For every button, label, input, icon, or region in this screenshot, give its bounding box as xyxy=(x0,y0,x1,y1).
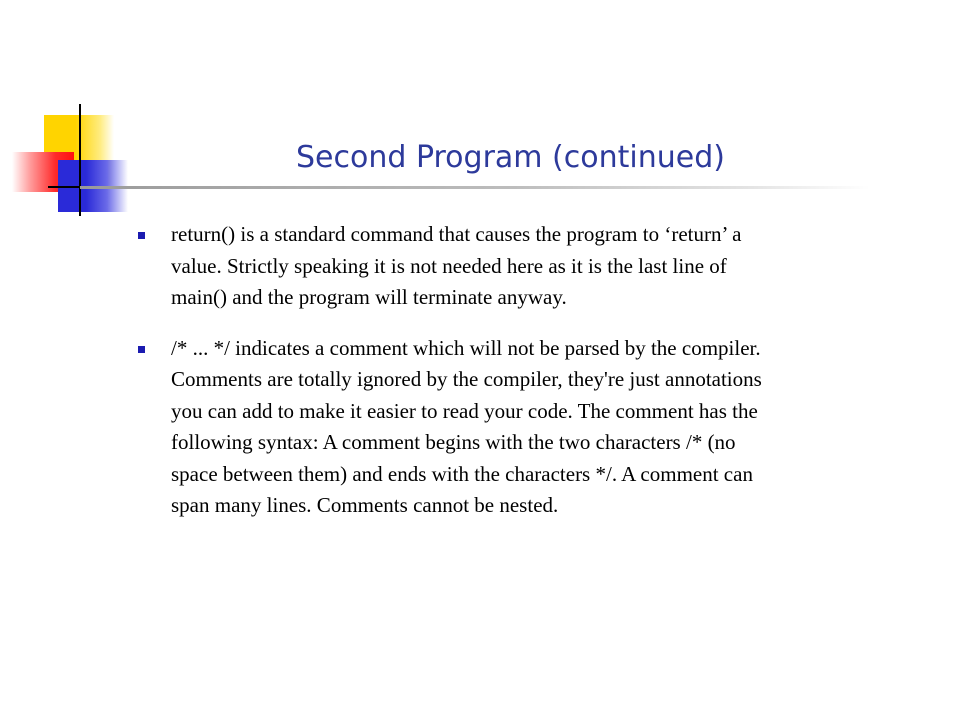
decorative-logo-icon xyxy=(0,0,200,230)
bullet-text: /* ... */ indicates a comment which will not be parsed by the compiler. Comments are totally ignored by the compiler, they're just annotations you can add to make it easier to read your code. The comment has the following syntax: A comment begins with the two characters /* (no space between them) and ends with the characters */. A comment can span many lines. Comments cannot be nested. xyxy=(171,335,762,517)
bullet-square-icon xyxy=(138,346,145,353)
title-rule-divider xyxy=(80,186,870,189)
bullet-item-return xyxy=(138,219,938,314)
slide-title: Second Program (continued) xyxy=(296,140,725,175)
bullet-list xyxy=(138,219,938,541)
bullet-text: return() is a standard command that causes the program to ‘return’ a value. Strictly speaking it is not needed here as it is the last line of main() and the program will terminate anyway. xyxy=(171,222,742,309)
bullet-square-icon xyxy=(138,232,145,239)
vertical-line-divider xyxy=(79,104,81,216)
bullet-item-comment xyxy=(138,333,938,522)
